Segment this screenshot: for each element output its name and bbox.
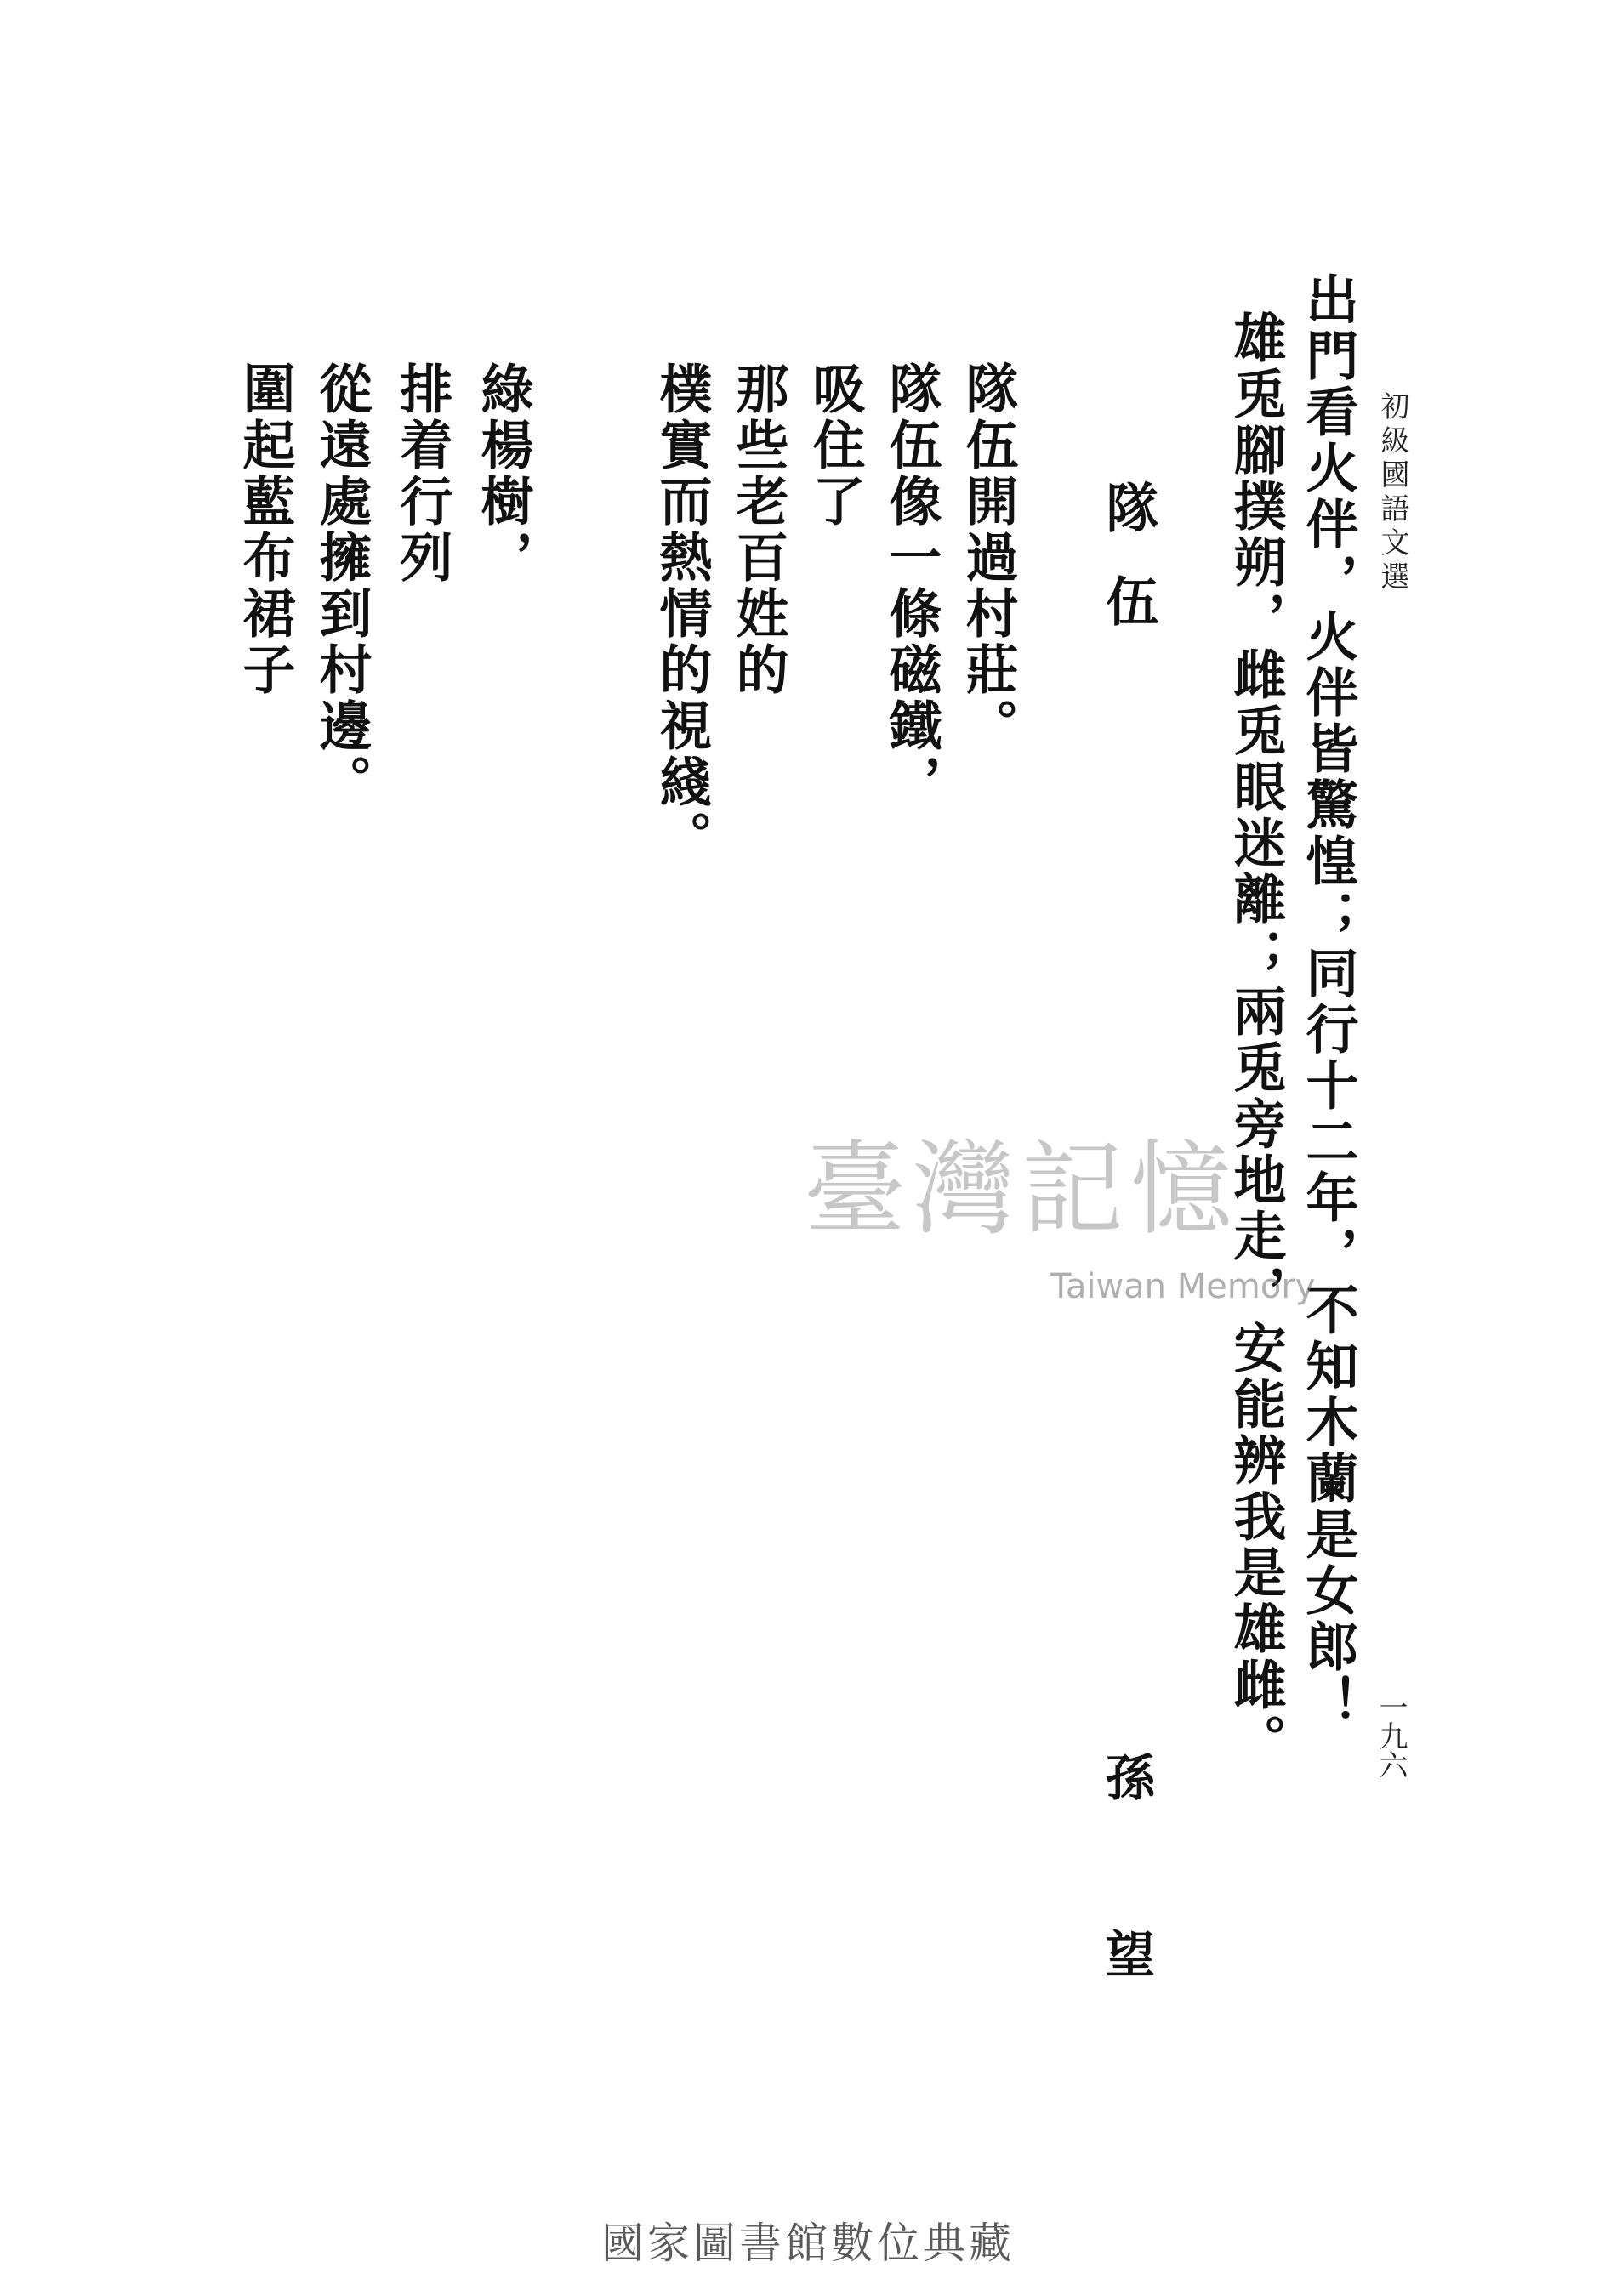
poem-title: 隊伍 <box>1097 480 1159 668</box>
poem-line: 從遠處擁到村邊。 <box>310 361 373 810</box>
mulan-line-1: 出門看火伴，火伴皆驚惶；同行十二年，不知木蘭是女郎！ <box>1297 272 1359 1731</box>
poem-line: 圍起藍布裙子 <box>234 361 296 698</box>
footer-attribution: 國家圖書館數位典藏 <box>601 2219 1015 2268</box>
poem-line: 隊伍像一條磁鐵， <box>880 361 942 810</box>
watermark-chinese: 臺灣記憶 <box>804 1131 1239 1249</box>
poem-line: 吸住了 <box>804 361 866 530</box>
poem-line: 隊伍開過村莊。 <box>957 361 1019 754</box>
mulan-line-2: 雄兎腳撲朔，雌兎眼迷離；兩兎旁地走，安能辨我是雄雌。 <box>1225 310 1287 1770</box>
page-number: 一九六 <box>1374 1692 1408 1779</box>
taiwan-memory-watermark <box>804 1131 1316 1318</box>
poem-line: 樸實而熱情的視綫。 <box>651 361 713 867</box>
poem-author: 孫望 <box>1097 1752 1155 2106</box>
watermark-english: Taiwan Memory <box>1050 1267 1316 1306</box>
poem-line: 綠楊樹， <box>472 361 534 586</box>
running-header: 初級國語文選 <box>1375 391 1409 595</box>
poem-line: 那些老百姓的 <box>727 361 789 698</box>
poem-line: 排着行列 <box>391 361 453 586</box>
